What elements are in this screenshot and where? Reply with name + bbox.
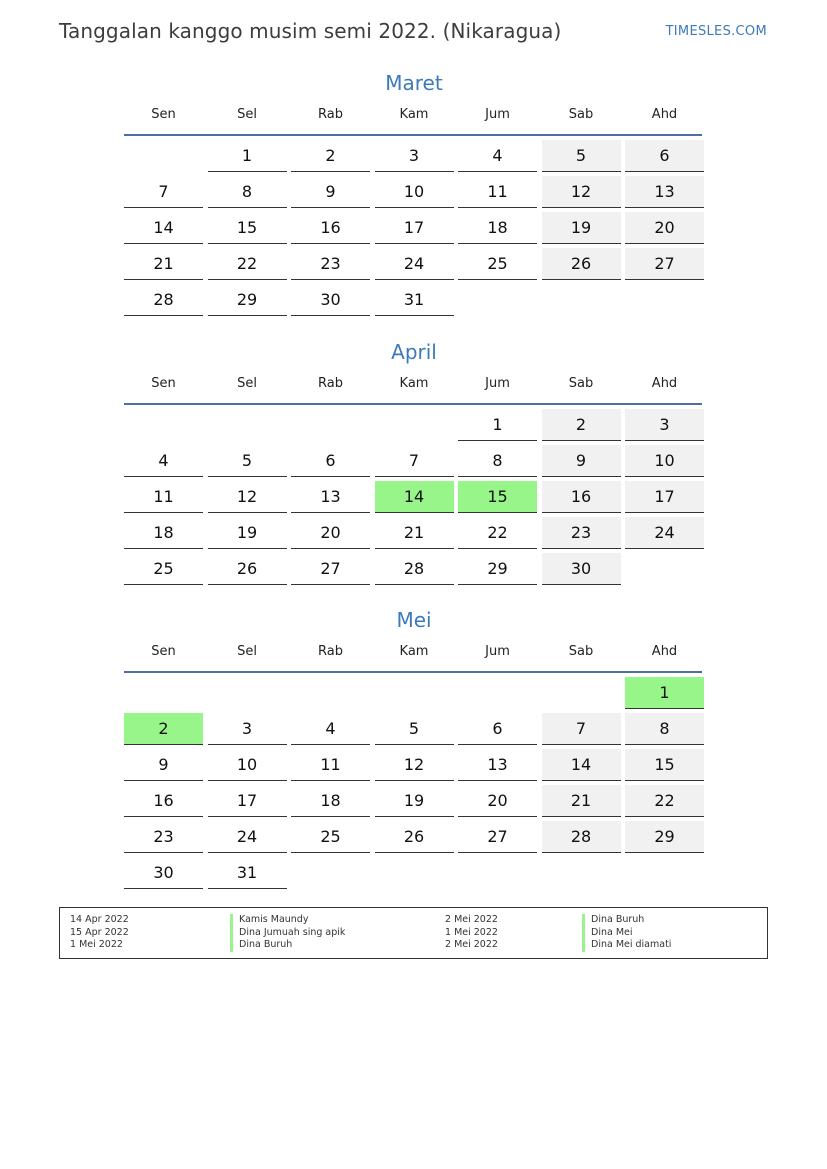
day-cell: 29 xyxy=(458,553,537,585)
day-cell: 9 xyxy=(542,445,621,477)
weekday-label: Ahd xyxy=(651,107,678,122)
legend-dates-left xyxy=(70,914,129,952)
legend-holiday-name: Dina Mei diamati xyxy=(582,939,671,952)
day-cell: 21 xyxy=(375,517,454,549)
day-cell: 5 xyxy=(542,140,621,172)
week-row xyxy=(124,445,704,481)
day-cell: 7 xyxy=(375,445,454,477)
day-cell: 20 xyxy=(625,212,704,244)
day-cell: 29 xyxy=(625,821,704,853)
day-cell: 7 xyxy=(542,713,621,745)
day-cell: 30 xyxy=(124,857,203,889)
legend-date: 15 Apr 2022 xyxy=(70,926,129,938)
holiday-legend xyxy=(59,907,768,959)
week-row xyxy=(124,713,704,749)
month-mei xyxy=(124,605,704,893)
weekday-label: Sen xyxy=(151,376,176,391)
day-cell: 12 xyxy=(375,749,454,781)
day-cell: 16 xyxy=(291,212,370,244)
day-cell: 26 xyxy=(375,821,454,853)
brand-link[interactable]: TIMESLES.COM xyxy=(665,24,767,39)
day-cell: 1 xyxy=(208,140,287,172)
day-cell: 11 xyxy=(291,749,370,781)
day-cell: 11 xyxy=(458,176,537,208)
day-cell: 23 xyxy=(542,517,621,549)
weekday-label: Jum xyxy=(485,376,510,391)
legend-holiday-name: Kamis Maundy xyxy=(230,914,345,927)
day-cell: 21 xyxy=(124,248,203,280)
day-cell: 6 xyxy=(625,140,704,172)
legend-date: 2 Mei 2022 xyxy=(445,939,498,950)
empty-cell xyxy=(542,284,621,316)
weekday-label: Rab xyxy=(318,644,343,659)
day-cell: 6 xyxy=(291,445,370,477)
legend-names-right xyxy=(582,914,671,952)
week-row xyxy=(124,140,704,176)
day-cell: 17 xyxy=(625,481,704,513)
week-row xyxy=(124,248,704,284)
empty-cell xyxy=(208,677,287,709)
empty-cell xyxy=(542,677,621,709)
day-cell: 23 xyxy=(291,248,370,280)
empty-cell xyxy=(124,409,203,441)
empty-cell xyxy=(291,677,370,709)
day-cell: 20 xyxy=(458,785,537,817)
day-cell: 10 xyxy=(208,749,287,781)
day-cell: 24 xyxy=(625,517,704,549)
empty-cell xyxy=(124,677,203,709)
day-cell: 30 xyxy=(291,284,370,316)
day-cell: 16 xyxy=(542,481,621,513)
day-cell: 9 xyxy=(291,176,370,208)
day-cell: 24 xyxy=(208,821,287,853)
day-cell: 3 xyxy=(375,140,454,172)
week-row xyxy=(124,821,704,857)
day-cell: 4 xyxy=(458,140,537,172)
day-cell: 27 xyxy=(625,248,704,280)
day-cell: 13 xyxy=(625,176,704,208)
day-cell: 6 xyxy=(458,713,537,745)
day-cell: 18 xyxy=(291,785,370,817)
week-grid xyxy=(124,140,704,320)
day-cell: 25 xyxy=(291,821,370,853)
day-cell: 1 xyxy=(625,677,704,709)
weekday-label: Ahd xyxy=(651,376,678,391)
day-cell: 12 xyxy=(208,481,287,513)
legend-date: 2 Mei 2022 xyxy=(445,914,498,925)
day-cell: 2 xyxy=(542,409,621,441)
day-cell: 25 xyxy=(458,248,537,280)
page-title: Tanggalan kanggo musim semi 2022. (Nikaragua) xyxy=(59,19,562,43)
empty-cell xyxy=(124,140,203,172)
legend-holiday-name: Dina Buruh xyxy=(230,939,345,952)
empty-cell xyxy=(375,409,454,441)
week-row xyxy=(124,785,704,821)
empty-cell xyxy=(458,677,537,709)
weekday-label: Ahd xyxy=(651,644,678,659)
day-cell: 29 xyxy=(208,284,287,316)
day-cell: 19 xyxy=(542,212,621,244)
empty-cell xyxy=(375,857,454,889)
day-cell: 14 xyxy=(542,749,621,781)
day-cell: 13 xyxy=(458,749,537,781)
legend-date: 1 Mei 2022 xyxy=(445,926,498,938)
day-cell: 7 xyxy=(124,176,203,208)
weekday-label: Kam xyxy=(399,376,429,391)
weekday-header xyxy=(124,98,702,136)
day-cell: 2 xyxy=(291,140,370,172)
empty-cell xyxy=(542,857,621,889)
legend-holiday-name: Dina Buruh xyxy=(582,914,671,927)
day-cell: 3 xyxy=(625,409,704,441)
week-row xyxy=(124,553,704,589)
day-cell: 26 xyxy=(208,553,287,585)
legend-dates-right xyxy=(445,914,498,952)
day-cell: 3 xyxy=(208,713,287,745)
day-cell: 15 xyxy=(458,481,537,513)
empty-cell xyxy=(375,677,454,709)
day-cell: 5 xyxy=(208,445,287,477)
week-grid xyxy=(124,409,704,589)
empty-cell xyxy=(625,284,704,316)
week-row xyxy=(124,284,704,320)
day-cell: 24 xyxy=(375,248,454,280)
day-cell: 22 xyxy=(208,248,287,280)
week-row xyxy=(124,212,704,248)
empty-cell xyxy=(625,857,704,889)
week-row xyxy=(124,677,704,713)
weekday-label: Jum xyxy=(485,107,510,122)
weekday-label: Sel xyxy=(237,644,257,659)
weekday-label: Sab xyxy=(568,644,594,659)
week-row xyxy=(124,481,704,517)
day-cell: 31 xyxy=(375,284,454,316)
day-cell: 10 xyxy=(375,176,454,208)
day-cell: 27 xyxy=(291,553,370,585)
day-cell: 18 xyxy=(458,212,537,244)
day-cell: 4 xyxy=(291,713,370,745)
empty-cell xyxy=(625,553,704,585)
day-cell: 30 xyxy=(542,553,621,585)
day-cell: 18 xyxy=(124,517,203,549)
day-cell: 4 xyxy=(124,445,203,477)
week-row xyxy=(124,176,704,212)
weekday-label: Sel xyxy=(237,107,257,122)
day-cell: 22 xyxy=(458,517,537,549)
weekday-label: Sab xyxy=(568,376,594,391)
day-cell: 10 xyxy=(625,445,704,477)
day-cell: 25 xyxy=(124,553,203,585)
weekday-header xyxy=(124,635,702,673)
week-row xyxy=(124,409,704,445)
day-cell: 17 xyxy=(375,212,454,244)
day-cell: 19 xyxy=(208,517,287,549)
week-row xyxy=(124,517,704,553)
day-cell: 16 xyxy=(124,785,203,817)
weekday-label: Rab xyxy=(318,376,343,391)
weekday-label: Rab xyxy=(318,107,343,122)
legend-date: 1 Mei 2022 xyxy=(70,939,123,950)
week-row xyxy=(124,749,704,785)
day-cell: 31 xyxy=(208,857,287,889)
day-cell: 22 xyxy=(625,785,704,817)
month-april xyxy=(124,337,704,589)
day-cell: 8 xyxy=(208,176,287,208)
weekday-header xyxy=(124,367,702,405)
day-cell: 21 xyxy=(542,785,621,817)
legend-holiday-name: Dina Mei xyxy=(582,927,671,940)
day-cell: 23 xyxy=(124,821,203,853)
weekday-label: Sab xyxy=(568,107,594,122)
day-cell: 1 xyxy=(458,409,537,441)
day-cell: 8 xyxy=(625,713,704,745)
empty-cell xyxy=(458,857,537,889)
month-title: Mei xyxy=(396,608,432,632)
week-grid xyxy=(124,677,704,893)
day-cell: 13 xyxy=(291,481,370,513)
legend-holiday-name: Dina Jumuah sing apik xyxy=(230,927,345,940)
legend-date: 14 Apr 2022 xyxy=(70,914,129,925)
day-cell: 9 xyxy=(124,749,203,781)
day-cell: 20 xyxy=(291,517,370,549)
day-cell: 14 xyxy=(375,481,454,513)
month-maret xyxy=(124,68,704,320)
day-cell: 15 xyxy=(208,212,287,244)
day-cell: 5 xyxy=(375,713,454,745)
weekday-label: Kam xyxy=(399,644,429,659)
day-cell: 26 xyxy=(542,248,621,280)
month-title: Maret xyxy=(385,71,443,95)
day-cell: 17 xyxy=(208,785,287,817)
weekday-label: Sen xyxy=(151,107,176,122)
weekday-label: Sel xyxy=(237,376,257,391)
day-cell: 28 xyxy=(124,284,203,316)
day-cell: 19 xyxy=(375,785,454,817)
day-cell: 15 xyxy=(625,749,704,781)
day-cell: 14 xyxy=(124,212,203,244)
day-cell: 27 xyxy=(458,821,537,853)
day-cell: 28 xyxy=(375,553,454,585)
month-title: April xyxy=(391,340,437,364)
empty-cell xyxy=(291,857,370,889)
weekday-label: Sen xyxy=(151,644,176,659)
week-row xyxy=(124,857,704,893)
day-cell: 11 xyxy=(124,481,203,513)
day-cell: 28 xyxy=(542,821,621,853)
empty-cell xyxy=(291,409,370,441)
legend-names-left xyxy=(230,914,345,952)
weekday-label: Kam xyxy=(399,107,429,122)
day-cell: 2 xyxy=(124,713,203,745)
empty-cell xyxy=(458,284,537,316)
day-cell: 8 xyxy=(458,445,537,477)
day-cell: 12 xyxy=(542,176,621,208)
weekday-label: Jum xyxy=(485,644,510,659)
empty-cell xyxy=(208,409,287,441)
